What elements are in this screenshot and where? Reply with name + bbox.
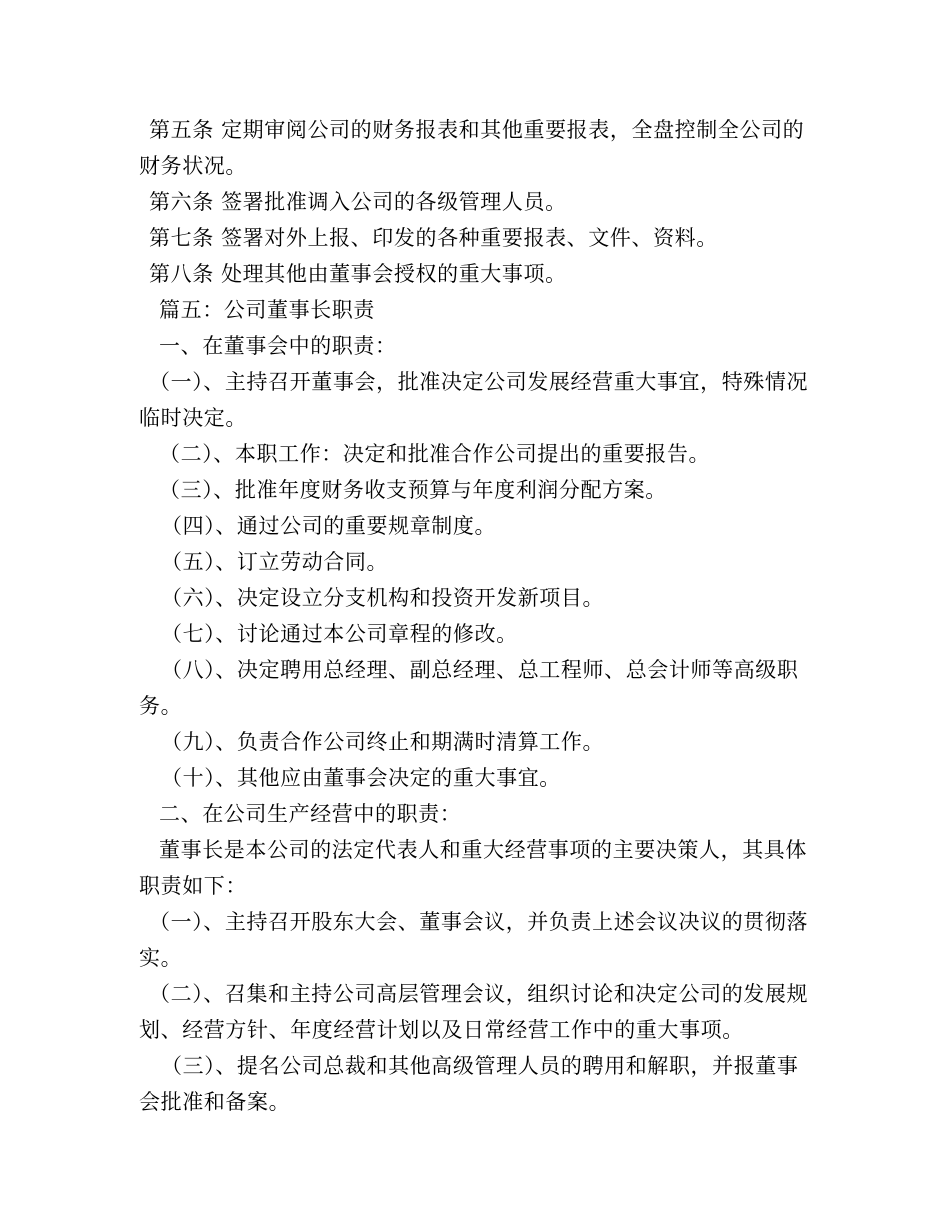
list-item: （八）、决定聘用总经理、副总经理、总工程师、总会计师等高级职务。 bbox=[139, 658, 799, 718]
article-5-paragraph: 第五条 定期审阅公司的财务报表和其他重要报表，全盘控制全公司的财务状况。 bbox=[139, 118, 805, 178]
list-item: （三）、批准年度财务收支预算与年度利润分配方案。 bbox=[159, 478, 667, 502]
list-item: （三）、提名公司总裁和其他高级管理人员的聘用和解职，并报董事会批准和备案。 bbox=[139, 1054, 799, 1114]
article-6-paragraph: 第六条 签署批准调入公司的各级管理人员。 bbox=[149, 190, 567, 214]
subsection-heading-board-duties: 一、在董事会中的职责： bbox=[159, 334, 397, 358]
list-item: （十）、其他应由董事会决定的重大事宜。 bbox=[161, 766, 561, 790]
list-item: （二）、本职工作：决定和批准合作公司提出的重要报告。 bbox=[159, 442, 711, 466]
subsection-heading-operations-duties: 二、在公司生产经营中的职责： bbox=[159, 802, 462, 826]
list-item: （七）、讨论通过本公司章程的修改。 bbox=[161, 622, 518, 646]
list-item: （一）、主持召开董事会，批准决定公司发展经营重大事宜，特殊情况临时决定。 bbox=[139, 370, 809, 430]
article-7-paragraph: 第七条 签署对外上报、印发的各种重要报表、文件、资料。 bbox=[149, 226, 718, 250]
list-item: （四）、通过公司的重要规章制度。 bbox=[161, 514, 497, 538]
list-item: （一）、主持召开股东大会、董事会议，并负责上述会议决议的贯彻落实。 bbox=[139, 910, 809, 970]
list-item: （五）、订立劳动合同。 bbox=[161, 550, 389, 574]
list-item: （九）、负责合作公司终止和期满时清算工作。 bbox=[161, 730, 605, 754]
list-item: （六）、决定设立分支机构和投资开发新项目。 bbox=[161, 586, 605, 610]
document-body bbox=[139, 112, 819, 1120]
article-8-paragraph: 第八条 处理其他由董事会授权的重大事项。 bbox=[149, 262, 567, 286]
list-item: （二）、召集和主持公司高层管理会议，组织讨论和决定公司的发展规划、经营方针、年度经营计划以及日常经营工作中的重大事项。 bbox=[139, 982, 809, 1042]
intro-paragraph: 董事长是本公司的法定代表人和重大经营事项的主要决策人，其具体职责如下： bbox=[139, 838, 807, 898]
section-heading: 篇五：公司董事长职责 bbox=[159, 298, 375, 322]
